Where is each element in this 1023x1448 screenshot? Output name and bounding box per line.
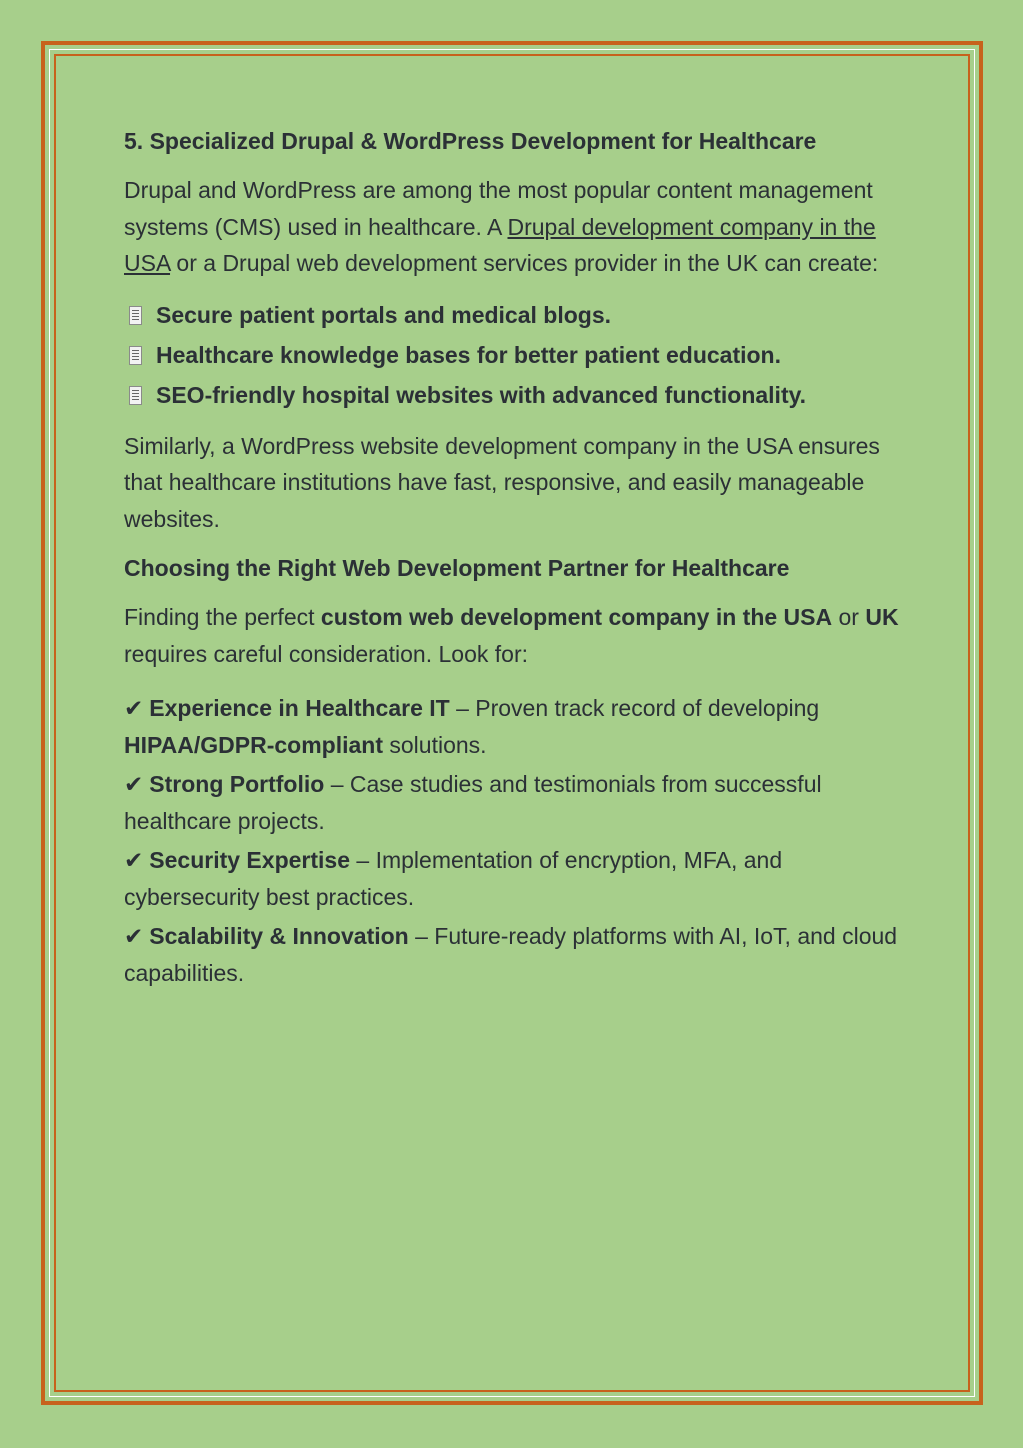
memo-icon bbox=[129, 346, 142, 365]
memo-icon bbox=[129, 386, 142, 405]
check-dash: – bbox=[324, 771, 350, 797]
bullet-text: Secure patient portals and medical blogs. bbox=[156, 302, 612, 329]
check-dash: – bbox=[350, 847, 376, 873]
check-text: Case studies and testimonials from successful healthcare projects. bbox=[124, 771, 822, 834]
check-mark-icon: ✔ bbox=[124, 695, 144, 721]
wordpress-paragraph: Similarly, a WordPress website development company in the USA ensures that healthcare institutions have fast, responsive, and easily manageable websites. bbox=[124, 432, 880, 532]
partner-heading: Choosing the Right Web Development Partner for Healthcare bbox=[124, 555, 790, 581]
check-dash: – bbox=[408, 923, 435, 949]
partner-text-2: or bbox=[832, 604, 866, 630]
check-title: Strong Portfolio bbox=[149, 771, 325, 797]
partner-bold-2: UK bbox=[865, 604, 899, 630]
check-mark-icon: ✔ bbox=[124, 923, 144, 949]
check-bold-text: HIPAA/GDPR-compliant bbox=[124, 731, 383, 758]
check-list bbox=[124, 690, 904, 991]
intro-text-1: Drupal and WordPress are among the most popular content management systems (CMS) used in healthcare. A bbox=[124, 177, 873, 240]
intro-paragraph bbox=[124, 172, 904, 282]
check-title: Scalability & Innovation bbox=[149, 923, 409, 949]
partner-paragraph bbox=[124, 599, 904, 672]
check-text: Implementation of encryption, MFA, and cybersecurity best practices. bbox=[124, 847, 783, 910]
drupal-company-link[interactable]: Drupal development company in the USA bbox=[124, 213, 876, 276]
list-item bbox=[124, 766, 904, 839]
list-item bbox=[124, 336, 904, 376]
check-mark-icon: ✔ bbox=[124, 847, 144, 873]
partner-text-3: requires careful consideration. Look for: bbox=[124, 640, 528, 667]
document-body bbox=[124, 124, 904, 994]
memo-icon bbox=[129, 306, 142, 325]
check-title: Experience in Healthcare IT bbox=[149, 695, 450, 721]
section-heading: 5. Specialized Drupal & WordPress Development for Healthcare bbox=[124, 128, 817, 154]
check-dash: – bbox=[449, 695, 476, 721]
check-mark-icon: ✔ bbox=[124, 771, 144, 797]
intro-text-2: or a Drupal web development services provider in the UK can create: bbox=[170, 250, 879, 276]
bullet-list bbox=[124, 296, 904, 416]
list-item bbox=[124, 842, 904, 915]
partner-bold-1: custom web development company in the USA bbox=[320, 604, 833, 630]
list-item bbox=[124, 376, 904, 416]
partner-text-1: Finding the perfect bbox=[124, 604, 321, 630]
bullet-text: Healthcare knowledge bases for better patient education. bbox=[156, 342, 781, 369]
list-item bbox=[124, 690, 904, 763]
check-tail: solutions. bbox=[382, 731, 487, 758]
check-title: Security Expertise bbox=[149, 847, 350, 873]
list-item bbox=[124, 918, 904, 991]
list-item bbox=[124, 296, 904, 336]
check-text: Future-ready platforms with AI, IoT, and cloud capabilities. bbox=[124, 923, 898, 986]
check-text: Proven track record of developing bbox=[475, 695, 820, 721]
bullet-text: SEO-friendly hospital websites with advanced functionality. bbox=[156, 382, 807, 409]
